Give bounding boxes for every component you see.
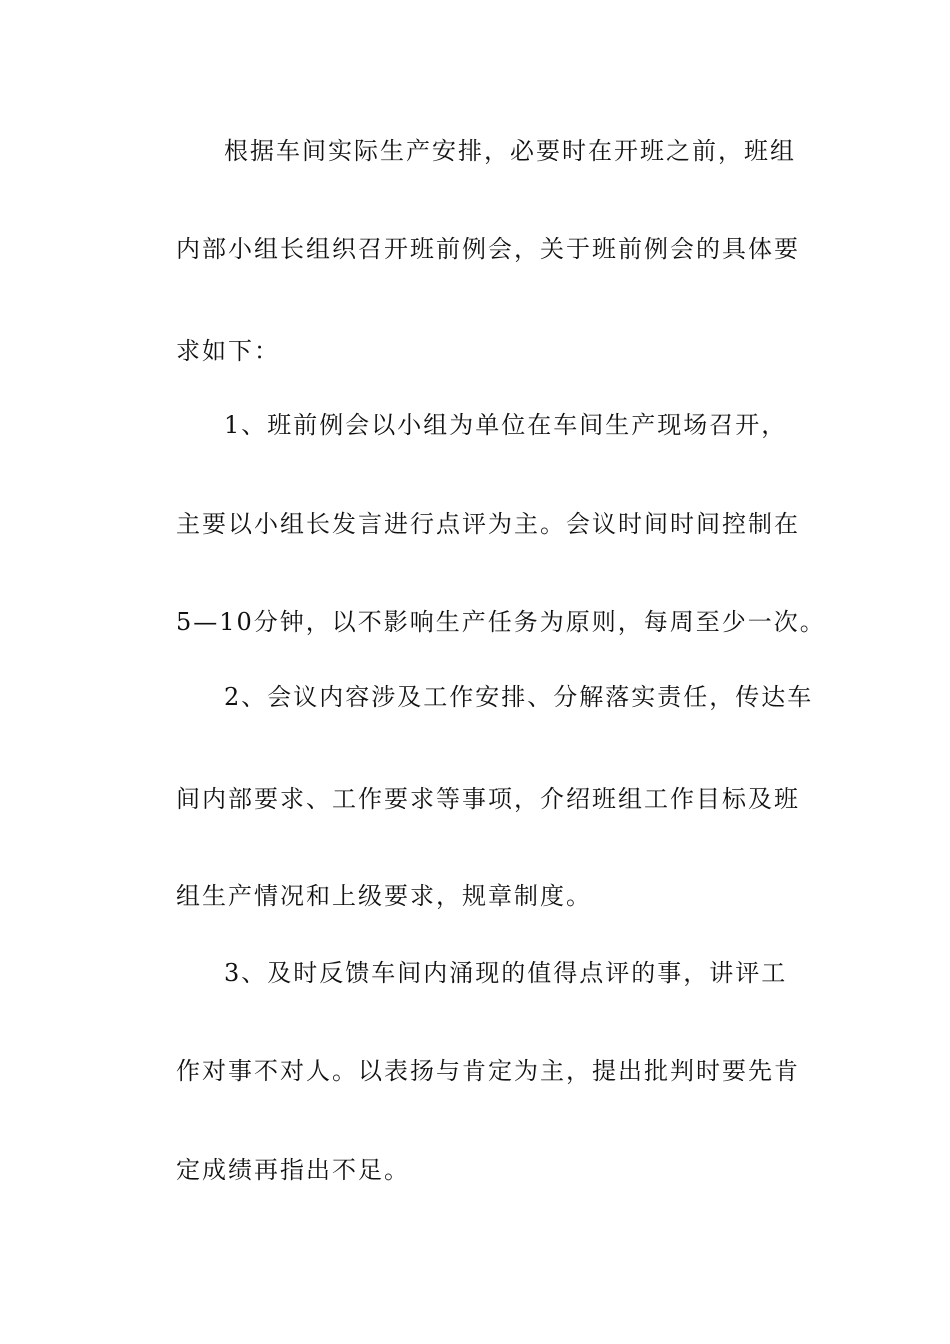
intro-line-3: 求如下： bbox=[176, 337, 280, 365]
item-2-line-1: 2、会议内容涉及工作安排、分解落实责任，传达车 bbox=[224, 683, 814, 711]
item-1-line-3: 5—10分钟，以不影响生产任务为原则，每周至少一次。 bbox=[176, 608, 826, 636]
item-3-line-1: 3、及时反馈车间内涌现的值得点评的事，讲评工 bbox=[224, 959, 788, 987]
item-1-line-2: 主要以小组长发言进行点评为主。会议时间时间控制在 bbox=[176, 510, 800, 538]
intro-line-2: 内部小组长组织召开班前例会，关于班前例会的具体要 bbox=[176, 235, 800, 263]
item-3-line-3: 定成绩再指出不足。 bbox=[176, 1156, 410, 1184]
item-2-line-3: 组生产情况和上级要求，规章制度。 bbox=[176, 882, 592, 910]
intro-line-1: 根据车间实际生产安排，必要时在开班之前，班组 bbox=[224, 137, 796, 165]
item-2-line-2: 间内部要求、工作要求等事项，介绍班组工作目标及班 bbox=[176, 785, 800, 813]
item-1-line-1: 1、班前例会以小组为单位在车间生产现场召开， bbox=[224, 411, 788, 439]
item-3-line-2: 作对事不对人。以表扬与肯定为主，提出批判时要先肯 bbox=[176, 1057, 800, 1085]
